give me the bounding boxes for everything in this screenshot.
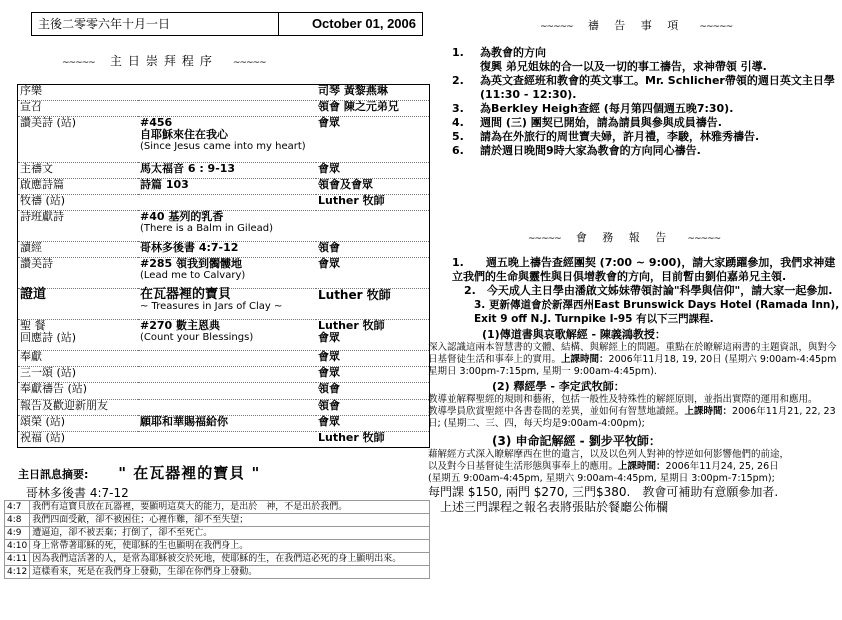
order-content-sub: ~ Treasures in Jars of Clay ~: [140, 301, 283, 313]
order-row: [18, 211, 430, 242]
order-row: [18, 289, 430, 320]
order-item: 啟應詩篇: [18, 179, 139, 195]
verse-row: [5, 514, 430, 527]
verse-row: [5, 501, 430, 514]
order-item: 奉獻禱告 (站): [18, 383, 139, 399]
course-2-title: (2) 釋經學 - 李定武牧師：: [492, 380, 625, 393]
order-item: 頌榮 (站): [18, 415, 139, 431]
verse-row: [5, 553, 430, 566]
order-content-sub: (Count your Blessings): [140, 332, 254, 344]
prayer-number: 4.: [452, 116, 464, 129]
prayer-title-line: [540, 14, 732, 33]
order-item: 讀經: [18, 242, 139, 258]
order-content: [138, 242, 316, 258]
order-person: 會眾: [316, 351, 430, 367]
order-content-main: #285 領我到髑髏地: [140, 257, 243, 271]
verse-number: 4:10: [5, 540, 30, 553]
prayer-item: [452, 144, 840, 158]
order-item: 聖 餐 回應詩 (站): [18, 320, 139, 351]
course-2-text2: 教導學員欣賞聖經中各書卷間的差異，並如何有智慧地讀經。: [428, 406, 685, 417]
order-content-main: 在瓦器裡的寶貝: [140, 287, 232, 303]
order-row: [18, 431, 430, 447]
prayer-text: 為英文查經班和教會的英文事工。Mr. Schlicher帶領的週日英文主日學 (11:30 - 12:30).: [480, 74, 835, 101]
course-2-desc: [428, 406, 840, 430]
order-person: [316, 211, 430, 242]
verse-number: 4:8: [5, 514, 30, 527]
order-content: [138, 117, 316, 163]
ornament-left: ~~~~~: [62, 58, 95, 68]
order-person: 司琴 黃黎燕琳: [316, 85, 430, 101]
order-item: 主禱文: [18, 163, 139, 179]
prayer-number: 6.: [452, 144, 464, 157]
order-person: 領會: [316, 242, 430, 258]
order-content: [138, 179, 316, 195]
order-item: 祝福 (站): [18, 431, 139, 447]
order-item: 讚美詩 (站): [18, 117, 139, 163]
order-content-main: 願耶和華賜福給你: [140, 414, 228, 428]
order-item: 讚美詩: [18, 258, 139, 289]
order-row: [18, 85, 430, 101]
order-person: 會眾: [316, 415, 430, 431]
verse-text: 這樣看來，死是在我們身上發動，生卻在你們身上發動。: [30, 566, 430, 579]
course-3-text2: 以及對今日基督徒生活形態與事奉上的應用。: [428, 461, 619, 472]
order-row: [18, 163, 430, 179]
verse-text: 遭逼迫，卻不被丟棄；打倒了，卻不至死亡。: [30, 527, 430, 540]
notice-1: 1. 週五晚上禱告查經團契 (7:00 ~ 9:00)，請大家踴躍參加，我們求神建立我們的生命與靈性與日俱增教會的方向，目前暫由劉伯嘉弟兄主領.: [452, 256, 836, 283]
order-content: [138, 163, 316, 179]
order-content-main: #40 基列的乳香: [140, 210, 224, 224]
verse-row: [5, 566, 430, 579]
prayer-item: [452, 102, 840, 116]
course-1-desc: [428, 342, 840, 378]
verse-number: 4:7: [5, 501, 30, 514]
course-3-title: (3) 申命記解經 - 劉步平牧師：: [492, 434, 661, 448]
prayer-item: [452, 116, 840, 130]
verse-text: 我們四面受敵，卻不被困住；心裡作難，卻不至失望；: [30, 514, 430, 527]
order-content: [138, 415, 316, 431]
order-row: [18, 415, 430, 431]
sermon-title: " 在瓦器裡的寶貝 ": [118, 464, 261, 482]
order-content-main: 哥林多後書 4:7-12: [140, 241, 239, 255]
prayer-text: 週間 (三) 團契已開始，請為請員與參與成員禱告.: [480, 116, 722, 129]
order-content: [138, 85, 316, 101]
course-2-time: 2006年11月21, 22, 23日; (星期二、三、四，每天均是9:00am-4:00pm);: [428, 406, 836, 429]
order-content: [138, 431, 316, 447]
course-2-text1: 教導並解釋聖經的規則和藝術，包括一般性及特殊性的解經原則，並指出實際的運用和應用。: [428, 394, 818, 405]
order-person: 會眾: [316, 367, 430, 383]
order-content: [138, 367, 316, 383]
order-row: [18, 351, 430, 367]
order-item: 宣召: [18, 101, 139, 117]
date-en: October 01, 2006: [311, 16, 416, 31]
order-item: 牧禱 (站): [18, 195, 139, 211]
notice-title-line: [528, 226, 720, 245]
order-content-main: 馬太福音 6 : 9-13: [140, 162, 236, 176]
sermon-label: 主日訊息摘要:: [18, 468, 89, 481]
prayer-title: 禱 告 事 項: [587, 19, 685, 32]
order-content: [138, 195, 316, 211]
order-row: [18, 320, 430, 351]
course-3-time2: (星期五 9:00am-4:45pm, 星期六 9:00am-4:45pm, 星期日 3:00pm-7:15pm);: [428, 473, 775, 484]
course-signup: 上述三門課程之報名表將張貼於餐廳公佈欄: [440, 500, 669, 514]
order-item: 證道: [18, 289, 139, 320]
prayer-number: 5.: [452, 130, 464, 143]
order-content: [138, 351, 316, 367]
order-row: [18, 399, 430, 415]
verse-text: 我們有這寶貝放在瓦器裡，要顯明這莫大的能力，是出於 神，不是出於我們。: [30, 501, 430, 514]
course-2-time-label: 上課時間：: [684, 406, 733, 417]
verse-table: [4, 500, 430, 579]
order-item: 報告及歡迎新朋友: [18, 399, 139, 415]
order-content: [138, 258, 316, 289]
order-item: 三一頌 (站): [18, 367, 139, 383]
sermon-reference: 哥林多後書 4:7-12: [26, 486, 129, 500]
course-1-time: 2006年11月18, 19, 20日 (星期六 9:00am-4:45pm 星期日 3:00pm-7:15pm, 星期一 9:00am-4:45pm).: [428, 354, 837, 377]
order-row: [18, 383, 430, 399]
date-header: [31, 12, 423, 36]
order-person: 領會: [316, 383, 430, 399]
order-title: 主日崇拜程序: [109, 54, 218, 68]
verse-text: 身上常帶著耶穌的死，使耶穌的生也顯明在我們身上。: [30, 540, 430, 553]
prayer-number: 2.: [452, 74, 464, 87]
verse-row: [5, 540, 430, 553]
order-row: [18, 242, 430, 258]
order-row: [18, 101, 430, 117]
verse-row: [5, 527, 430, 540]
order-content: [138, 211, 316, 242]
order-person: 領會及會眾: [316, 179, 430, 195]
order-content: [138, 320, 316, 351]
order-row: [18, 179, 430, 195]
order-content-main: 詩篇 103: [140, 178, 189, 192]
order-content: [138, 383, 316, 399]
order-content-main: #456 自耶穌來住在我心: [140, 116, 228, 142]
order-row: [18, 117, 430, 163]
course-3-time-label: 上課時間：: [618, 461, 666, 472]
order-item: 詩班獻詩: [18, 211, 139, 242]
order-content-sub: (Lead me to Calvary): [140, 270, 246, 282]
order-table: [17, 84, 430, 448]
order-person: 領會: [316, 399, 430, 415]
order-row: [18, 367, 430, 383]
ornament-right: ~~~~~: [687, 234, 721, 244]
prayer-item: [452, 130, 840, 144]
notice-3: 3. 更新傳道會於新澤西州East Brunswick Days Hotel (Ramada Inn), Exit 9 off N.J. Turnpike I-95 有以下三門課程.: [474, 299, 840, 325]
order-title-line: [62, 50, 266, 69]
order-person: Luther 牧師: [316, 289, 430, 320]
order-person: 會眾: [316, 258, 430, 289]
prayer-text: 請為在外旅行的周世寶夫婦，許月禮，李駿，林雅秀禱告.: [480, 130, 760, 143]
prayer-text: 請於週日晚間9時大家為教會的方向同心禱告.: [480, 144, 701, 157]
prayer-item: [452, 46, 840, 74]
prayer-list: [452, 46, 840, 158]
course-3-time: 2006年11月24, 25, 26日: [665, 461, 779, 472]
order-content: [138, 399, 316, 415]
order-person: 領會 陳之元弟兄: [316, 101, 430, 117]
ornament-left: ~~~~~: [528, 234, 561, 244]
order-row: [18, 258, 430, 289]
course-1-text: 深入認識這兩本智慧書的文體、結構、與解經上的問題。重點在於瞭解這兩書的主題資訊，與對今日基督徒生活和事奉上的實用。: [428, 342, 837, 365]
order-content: [138, 289, 316, 320]
prayer-text: 為Berkley Heigh查經 (每月第四個週五晚7:30).: [480, 102, 734, 115]
course-3-text1: 藉解經方式深入瞭解摩西在世的遺言，以及以色列人對神的悖逆如何影響他們的前途，: [428, 449, 790, 460]
notice-list: [428, 256, 840, 515]
prayer-number: 1.: [452, 46, 464, 59]
verse-text: 因為我們這活著的人，是常為耶穌被交於死地，使耶穌的生，在我們這必死的身上顯明出來。: [30, 553, 430, 566]
ornament-right: ~~~~~: [232, 58, 266, 68]
verse-number: 4:11: [5, 553, 30, 566]
prayer-item: [452, 74, 840, 102]
order-item: 奉獻: [18, 351, 139, 367]
order-content-sub: (There is a Balm in Gilead): [140, 223, 274, 235]
course-3-desc: [428, 461, 840, 473]
date-zh: 主後二零零六年十月一日: [32, 13, 279, 35]
order-person: Luther 牧師: [316, 195, 430, 211]
order-person: Luther 牧師 會眾: [316, 320, 430, 351]
notice-2: 2. 今天成人主日學由潘啟文姊妹帶領討論"科學與信仰"，請大家一起參加.: [464, 284, 833, 297]
order-person: 會眾: [316, 117, 430, 163]
ornament-right: ~~~~~: [699, 22, 733, 32]
notice-title: 會 務 報 告: [575, 231, 673, 244]
order-person: Luther 牧師: [316, 431, 430, 447]
sermon-heading: [18, 462, 260, 483]
verse-number: 4:12: [5, 566, 30, 579]
course-1-time-label: 上課時間：: [561, 354, 609, 365]
order-item: 序樂: [18, 85, 139, 101]
prayer-text: 為教會的方向 復興 弟兄姐妹的合一以及一切的事工禱告，求神帶領 引導.: [480, 46, 767, 73]
course-1-title: (1)傳道書與哀歌解經 - 陳義鴻教授：: [482, 328, 666, 341]
order-content: [138, 101, 316, 117]
ornament-left: ~~~~~: [540, 22, 573, 32]
prayer-number: 3.: [452, 102, 464, 115]
order-content-sub: (Since Jesus came into my heart): [140, 141, 306, 153]
course-fee: 每門課 $150, 兩門 $270, 三門$380. 教會可補助有意願參加者.: [428, 485, 779, 499]
verse-number: 4:9: [5, 527, 30, 540]
order-row: [18, 195, 430, 211]
order-content-main: #270 數主恩典: [140, 319, 221, 333]
order-person: 會眾: [316, 163, 430, 179]
